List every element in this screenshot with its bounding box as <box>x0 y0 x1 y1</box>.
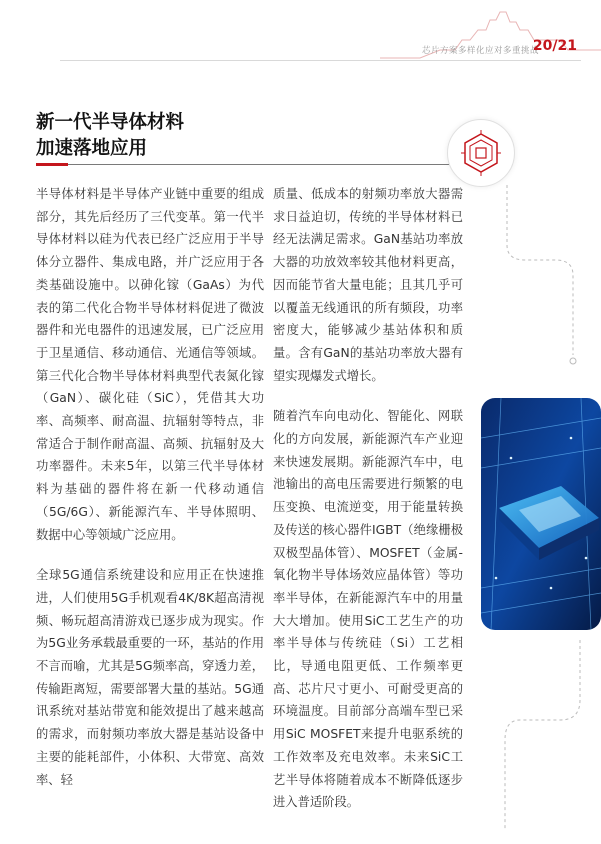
page-title <box>36 110 184 162</box>
chip-circuit-image <box>481 398 601 630</box>
paragraph-gan-amplifier: 质量、低成本的射频功率放大器需求日益迫切，传统的半导体材料已经无法满足需求。GaN基站功率放大器的功放效率较其他材料更高，因而能节省大量电能；且其几乎可以覆盖无线通讯的所有频段，功率密度大，能够减少基站体积和质量。含有GaN的基站功率放大器有望实现爆发式增长。 <box>273 187 463 383</box>
hexagon-chip-logo-icon <box>447 119 515 187</box>
title-line-1: 新一代半导体材料 <box>36 112 185 133</box>
title-divider <box>36 164 449 165</box>
title-divider-accent <box>36 163 68 166</box>
decorative-dashed-line <box>505 185 585 385</box>
title-line-2: 加速落地应用 <box>36 138 148 159</box>
page-number: 20/21 <box>532 38 577 54</box>
paragraph-semiconductor-materials: 半导体材料是半导体产业链中重要的组成部分，其先后经历了三代变革。第一代半导体材料以硅为代表已经广泛应用于半导体分立器件、集成电路，并广泛应用于各类基础设施中。以砷化镓（GaAs）为代表的第二代化合物半导体材料促进了微波器件和光电器件的迅速发展，已广泛应用于卫星通信、移动通信、光通信等领域。第三代化合物半导体材料典型代表氮化镓（GaN）、碳化硅（SiC），凭借其大功率、高频率、耐高温、抗辐射等特点，非常适合于制作耐高温、高频、抗辐射及大功率器件。未来5年，以第三代半导体材料为基础的器件将在新一代移动通信（5G/6G）、新能源汽车、半导体照明、数据中心等领域广泛应用。 <box>36 187 264 542</box>
paragraph-new-energy-vehicle: 随着汽车向电动化、智能化、网联化的方向发展，新能源汽车产业迎来快速发展期。新能源汽车中，电池输出的高电压需要进行频繁的电压变换、电流逆变，用于能量转换及传送的核心器件IGBT（绝缘栅极双极型晶体管）、MOSFET（金属-氧化物半导体场效应晶体管）等功率半导体，在新能源汽车中的用量大大增加。使用SiC工艺生产的功率半导体与传统硅（Si）工艺相比，导通电阻更低、工作频率更高、芯片尺寸更小、可耐受更高的环境温度。目前部分高端车型已采用SiC MOSFET来提升电驱系统的工作效率及充电效率。未来SiC工艺半导体将随着成本不断降低逐步进入普适阶段。 <box>273 409 463 810</box>
header-section-title: 芯片方案多样化应对多重挑战 <box>421 46 539 56</box>
header-rule <box>60 60 581 61</box>
text-column-left <box>36 183 264 809</box>
text-column-right <box>273 183 463 832</box>
paragraph-5g-base-station: 全球5G通信系统建设和应用正在快速推进，人们使用5G手机观看4K/8K超高清视频、畅玩超高清游戏已逐步成为现实。作为5G业务承载最重要的一环，基站的作用不言而喻，尤其是5G频率高，穿透力差，传输距离短，需要部署大量的基站。5G通讯系统对基站带宽和能效提出了越来越高的需求，而射频功率放大器是基站设备中主要的能耗部件，小体积、大带宽、高效率、轻 <box>36 568 264 787</box>
decorative-dashed-line-bottom <box>500 640 590 840</box>
